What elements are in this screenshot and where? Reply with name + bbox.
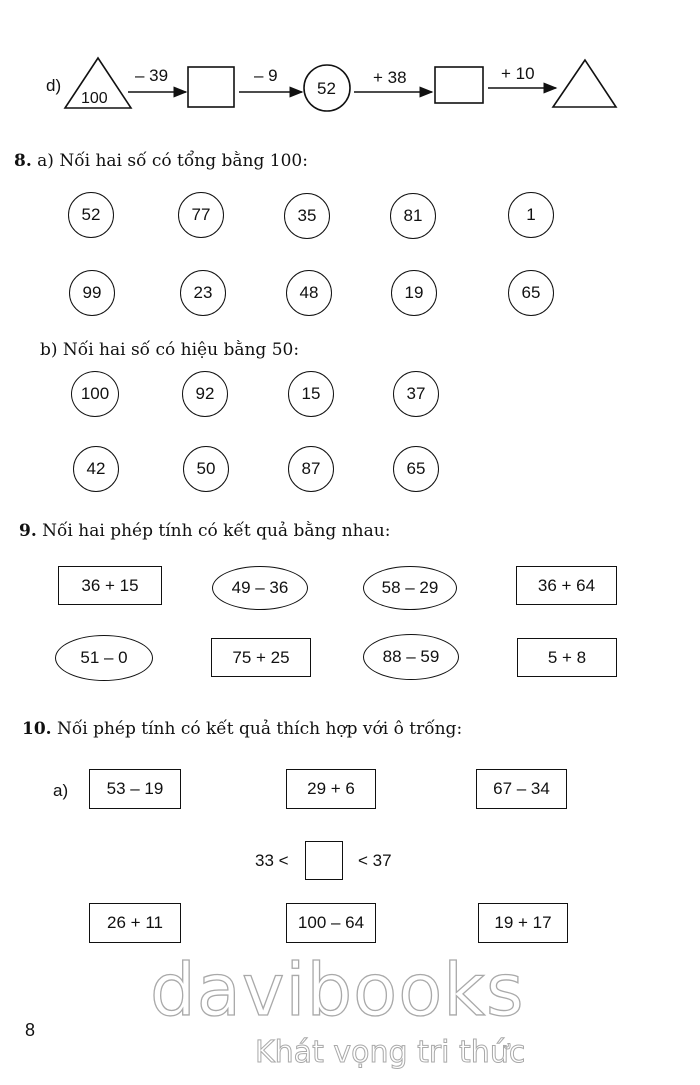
number-circle[interactable]: 87 [288,446,334,492]
number-circle[interactable]: 37 [393,371,439,417]
number-circle[interactable]: 42 [73,446,119,492]
number-circle[interactable]: 48 [286,270,332,316]
page-number: 8 [25,1020,36,1040]
expression-box[interactable]: 5 + 8 [517,638,617,677]
number-circle[interactable]: 50 [183,446,229,492]
exercise-8b-title: b) Nối hai số có hiệu bằng 50: [40,340,300,360]
operation-minus-39: – 39 [135,66,169,85]
exercise-8-heading [14,151,308,171]
operation-plus-10: + 10 [501,64,535,83]
expression-ellipse[interactable]: 49 – 36 [212,566,308,610]
exercise-10-heading [22,719,462,739]
exercise-9-heading [19,521,390,541]
number-circle[interactable]: 92 [182,371,228,417]
expression-ellipse[interactable]: 58 – 29 [363,566,457,610]
exercise-10-title: Nối phép tính có kết quả thích hợp với ô trống: [56,719,463,739]
exercise-9-number: 9. [19,521,37,541]
expression-ellipse[interactable]: 88 – 59 [363,634,459,680]
expression-box[interactable]: 75 + 25 [211,638,311,677]
expression-box[interactable]: 29 + 6 [286,769,376,809]
exercise-8a-title: a) Nối hai số có tổng bằng 100: [37,151,308,171]
expression-box[interactable]: 36 + 15 [58,566,162,605]
section-d-label: d) [46,76,62,95]
expression-box[interactable]: 67 – 34 [476,769,567,809]
expression-ellipse[interactable]: 51 – 0 [55,635,153,681]
number-circle[interactable]: 35 [284,193,330,239]
number-circle[interactable]: 1 [508,192,554,238]
compare-right: < 37 [358,851,392,870]
number-circle[interactable]: 65 [508,270,554,316]
watermark-brand: davibooks [150,948,525,1032]
number-circle[interactable]: 65 [393,446,439,492]
blank-answer-box[interactable] [305,841,343,880]
watermark-slogan: Khát vọng tri thức [255,1035,526,1070]
blank-box-1 [188,67,234,107]
chain-diagram [0,0,700,130]
exercise-10a-label: a) [53,781,69,800]
number-circle[interactable]: 99 [69,270,115,316]
number-circle[interactable]: 19 [391,270,437,316]
number-circle[interactable]: 23 [180,270,226,316]
number-circle[interactable]: 77 [178,192,224,238]
expression-box[interactable]: 26 + 11 [89,903,181,943]
number-circle[interactable]: 81 [390,193,436,239]
start-value: 100 [81,90,108,107]
expression-box[interactable]: 53 – 19 [89,769,181,809]
operation-plus-38: + 38 [373,68,407,87]
exercise-8-number: 8. [14,151,32,171]
number-circle[interactable]: 15 [288,371,334,417]
exercise-10-number: 10. [22,719,52,739]
number-circle[interactable]: 100 [71,371,119,417]
exercise-9-title: Nối hai phép tính có kết quả bằng nhau: [42,521,391,541]
number-circle[interactable]: 52 [68,192,114,238]
blank-box-2 [435,67,483,103]
expression-box[interactable]: 36 + 64 [516,566,617,605]
expression-box[interactable]: 100 – 64 [286,903,376,943]
compare-left: 33 < [255,851,289,870]
end-triangle [553,60,616,107]
operation-minus-9: – 9 [254,66,278,85]
middle-value: 52 [317,79,336,98]
expression-box[interactable]: 19 + 17 [478,903,568,943]
